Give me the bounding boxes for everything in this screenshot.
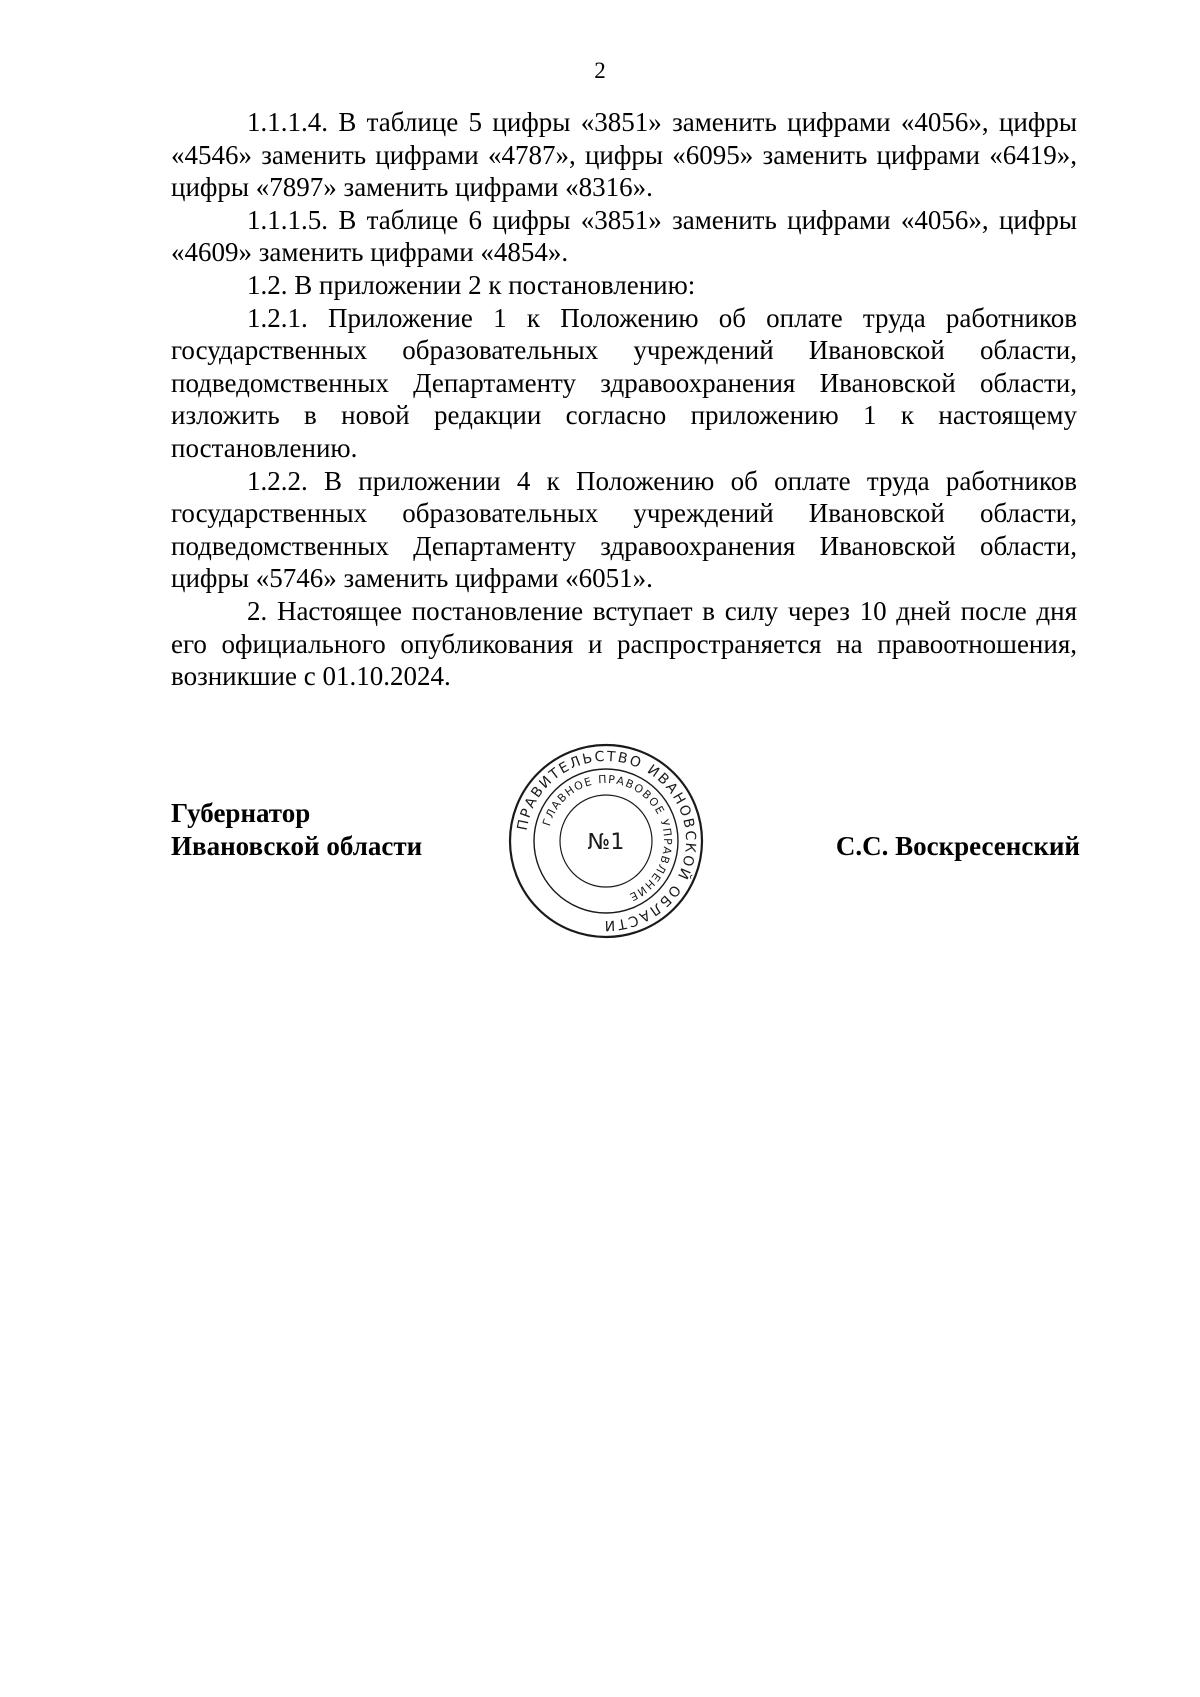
paragraph-1-2-1: 1.2.1. Приложение 1 к Положению об оплате труда работников государственных образовательных учреждений Ивановской области, подведомственных Департаменту здравоохранения Ивановской области, изложить в новой редакции согласно приложению 1 к настоящему постановлению.	[171, 302, 1077, 463]
paragraph-2: 2. Настоящее постановление вступает в силу через 10 дней после дня его официального опубликования и распространяется на правоотношения, возникшие с 01.10.2024.	[171, 595, 1077, 692]
signatory-title-line-1: Губернатор	[171, 798, 311, 828]
seal-center-number: №1	[587, 830, 625, 855]
page-number: 2	[594, 58, 606, 83]
paragraph-1-1-1-4: 1.1.1.4. В таблице 5 цифры «3851» заменить цифрами «4056», цифры «4546» заменить цифрами «4787», цифры «6095» заменить цифрами «6419», цифры «7897» заменить цифрами «8316».	[171, 107, 1077, 203]
paragraph-1-2-2: 1.2.2. В приложении 4 к Положению об оплате труда работников государственных образовательных учреждений Ивановской области, подведомственных Департаменту здравоохранения Ивановской области, цифры «5746» заменить цифрами «6051».	[171, 465, 1077, 594]
paragraph-1-1-1-5: 1.1.1.5. В таблице 6 цифры «3851» заменить цифрами «4056», цифры «4609» заменить цифрами «4854».	[171, 204, 1077, 268]
signatory-name: С.С. Воскресенский	[835, 831, 1080, 861]
seal-graphic	[506, 741, 706, 941]
signatory-title-line-2: Ивановской области	[171, 831, 423, 861]
paragraph-1-2: 1.2. В приложении 2 к постановлению:	[247, 269, 696, 300]
signatory-title	[171, 797, 422, 863]
seal-inner-text: ГЛАВНОЕ ПРАВОВОЕ УПРАВЛЕНИЕ	[540, 772, 675, 904]
seal-outer-text: ПРАВИТЕЛЬСТВО ИВАНОВСКОЙ ОБЛАСТИ	[514, 748, 699, 934]
official-seal	[506, 741, 706, 941]
document-body	[171, 106, 1077, 693]
